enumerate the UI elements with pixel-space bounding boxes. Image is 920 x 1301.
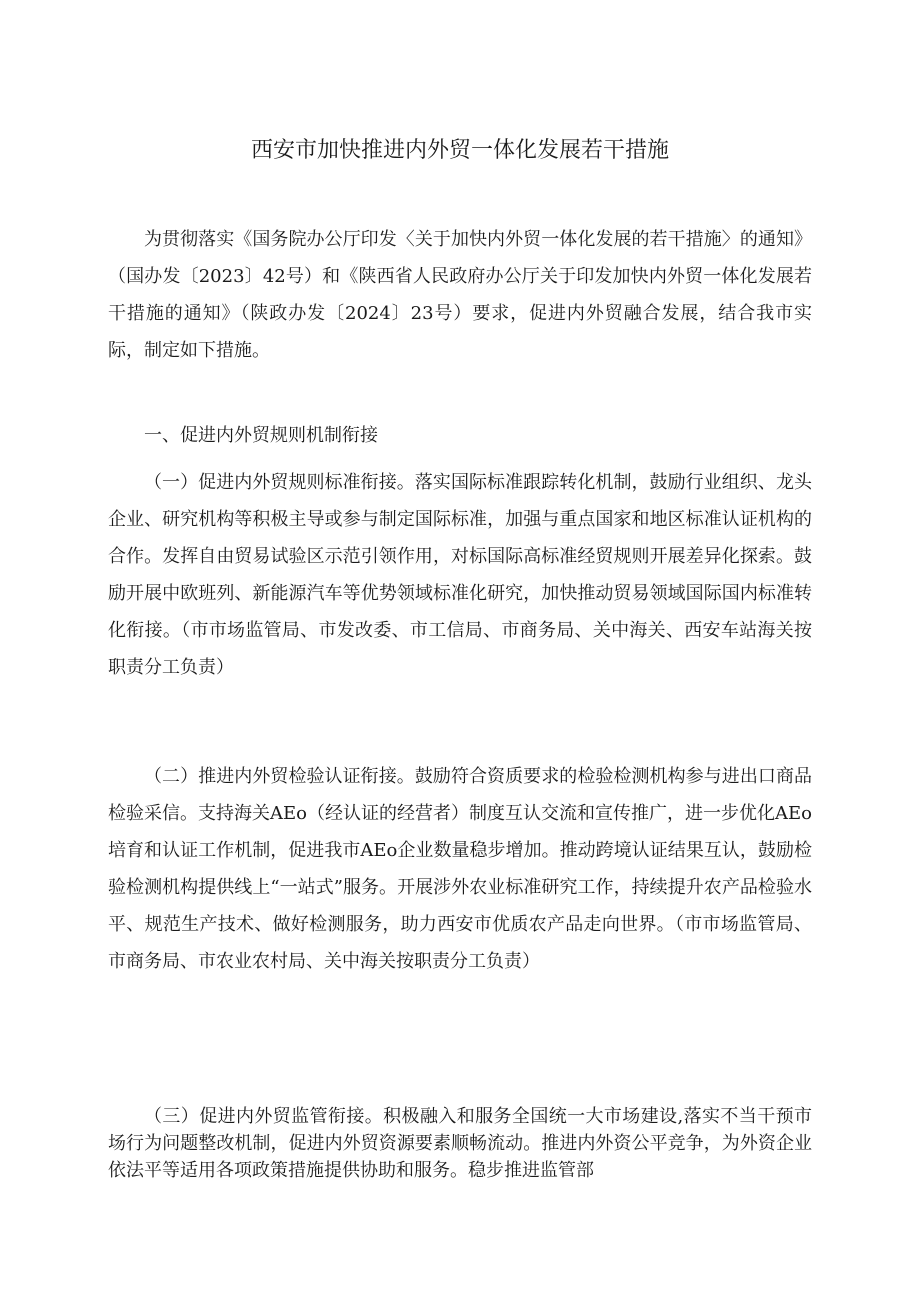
measure-paragraph-2: （二）推进内外贸检验认证衔接。鼓励符合资质要求的检验检测机构参与进出口商品检验采信。支持海关AEo（经认证的经营者）制度互认交流和宣传推广，进一步优化AEo培育和认证工作机制，促进我市AEo企业数量稳步增加。推动跨境认证结果互认，鼓励检验检测机构提供线上“一站式”服务。开展涉外农业标准研究工作，持续提升农产品检验水平、规范生产技术、做好检测服务，助力西安市优质农产品走向世界。（市市场监管局、市商务局、市农业农村局、关中海关按职责分工负责） <box>108 766 812 972</box>
document-title: 西安市加快推进内外贸一体化发展若干措施 <box>250 138 669 163</box>
intro-paragraph: 为贯彻落实《国务院办公厅印发〈关于加快内外贸一体化发展的若干措施〉的通知》（国办发〔2023〕42号）和《陕西省人民政府办公厅关于印发加快内外贸一体化发展若干措施的通知》（陕政办发〔2024〕23号）要求，促进内外贸融合发展，结合我市实际，制定如下措施。 <box>108 229 812 361</box>
measure-paragraph-1: （一）促进内外贸规则标准衔接。落实国际标准跟踪转化机制，鼓励行业组织、龙头企业、研究机构等积极主导或参与制定国际标准，加强与重点国家和地区标准认证机构的合作。发挥自由贸易试验区示范引领作用，对标国际高标准经贸规则开展差异化探索。鼓励开展中欧班列、新能源汽车等优势领域标准化研究，加快推动贸易领域国际国内标准转化衔接。（市市场监管局、市发改委、市工信局、市商务局、关中海关、西安车站海关按职责分工负责） <box>108 472 812 678</box>
section-heading-1: 一、促进内外贸规则机制衔接 <box>144 425 378 446</box>
measure-paragraph-3: （三）促进内外贸监管衔接。积极融入和服务全国统一大市场建设,落实不当干预市场行为问题整改机制，促进内外贸资源要素顺畅流动。推进内外资公平竞争，为外资企业依法平等适用各项政策措施提供协助和服务。稳步推进监管部 <box>108 1106 812 1181</box>
